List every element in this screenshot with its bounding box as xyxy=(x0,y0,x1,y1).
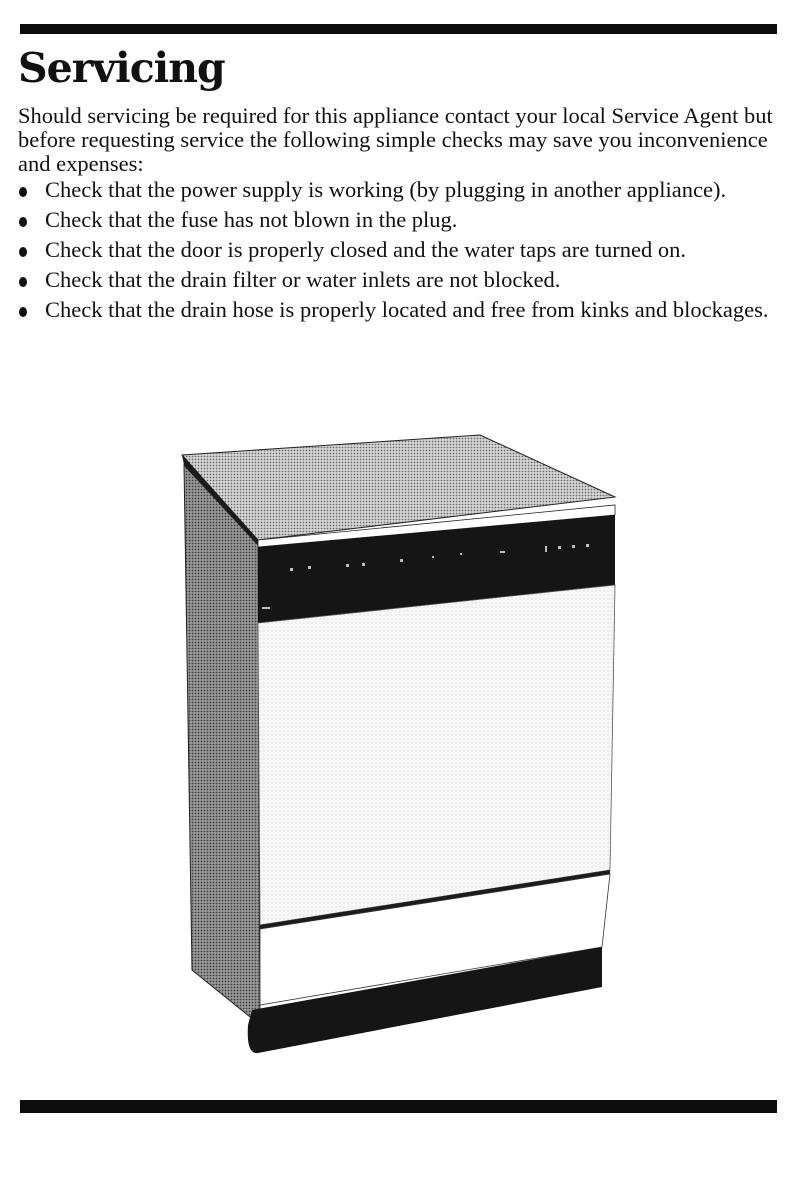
check-text: Check that the drain hose is properly located and free from kinks and blockages. xyxy=(45,297,769,322)
list-item xyxy=(18,208,793,232)
list-item xyxy=(18,238,793,262)
bullet-icon xyxy=(19,247,27,257)
list-item xyxy=(18,298,793,322)
top-rule xyxy=(20,24,777,34)
bullet-icon xyxy=(19,277,27,287)
dishwasher-illustration-icon xyxy=(170,425,630,1065)
check-text: Check that the drain filter or water inlets are not blocked. xyxy=(45,267,561,292)
page-title: Servicing xyxy=(18,44,225,92)
bullet-icon xyxy=(19,217,27,227)
bottom-rule xyxy=(20,1100,777,1113)
side-panel xyxy=(184,465,260,1025)
list-item xyxy=(18,268,793,292)
checks-list xyxy=(18,178,793,328)
list-item xyxy=(18,178,793,202)
check-text: Check that the power supply is working (by plugging in another appliance). xyxy=(45,177,727,202)
door-panel xyxy=(258,585,615,925)
bullet-icon xyxy=(19,187,27,197)
check-text: Check that the fuse has not blown in the plug. xyxy=(45,207,458,232)
check-text: Check that the door is properly closed and the water taps are turned on. xyxy=(45,237,687,262)
bullet-icon xyxy=(19,307,27,317)
intro-paragraph: Should servicing be required for this appliance contact your local Service Agent but before requesting service the following simple checks may save you inconvenience and expenses: xyxy=(18,103,773,176)
